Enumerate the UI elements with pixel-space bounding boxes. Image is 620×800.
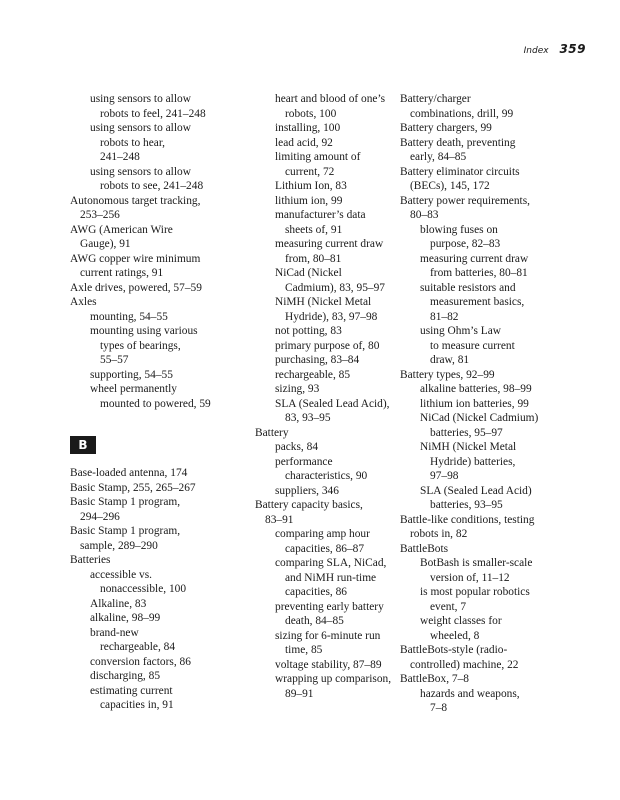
index-entry-line: discharging, 85 bbox=[90, 670, 161, 682]
index-subentry bbox=[255, 527, 395, 556]
index-entry-line: Autonomous target tracking, bbox=[70, 194, 201, 207]
index-entry-line: 7–8 bbox=[430, 702, 448, 714]
index-entry-line: purpose, 82–83 bbox=[430, 238, 501, 250]
index-entry-line: lead acid, 92 bbox=[275, 136, 333, 149]
index-subentry bbox=[70, 626, 248, 655]
index-entry-line: Axle drives, powered, 57–59 bbox=[70, 281, 202, 294]
index-entry-line: rechargeable, 85 bbox=[275, 368, 351, 381]
index-entry bbox=[400, 368, 585, 383]
page-number: 359 bbox=[559, 42, 586, 56]
index-subentry bbox=[70, 368, 248, 383]
index-entry bbox=[70, 524, 248, 553]
index-entry bbox=[70, 495, 248, 524]
index-entry-line: using Ohm’s Law bbox=[420, 325, 501, 337]
index-entry-line: Battery death, preventing bbox=[400, 136, 516, 149]
index-subentry bbox=[255, 382, 395, 397]
index-column-1-top bbox=[70, 92, 248, 411]
section-letter-b: B bbox=[70, 436, 96, 454]
index-entry-line: 83–91 bbox=[265, 513, 294, 526]
index-subentry bbox=[255, 150, 395, 179]
index-column-1-bottom bbox=[70, 466, 248, 713]
index-subentry bbox=[255, 484, 395, 499]
index-entry-line: current ratings, 91 bbox=[80, 267, 164, 279]
index-subentry bbox=[255, 92, 395, 121]
index-subentry bbox=[400, 556, 585, 585]
index-entry-line: suppliers, 346 bbox=[275, 484, 339, 497]
index-entry-line: mounting using various bbox=[90, 325, 198, 337]
index-subentry bbox=[400, 324, 585, 368]
header-label: Index bbox=[523, 46, 549, 56]
running-header bbox=[524, 42, 586, 56]
index-entry bbox=[70, 194, 248, 223]
index-entry-line: AWG (American Wire bbox=[70, 223, 173, 236]
index-subentry bbox=[400, 687, 585, 716]
index-entry-line: primary purpose of, 80 bbox=[275, 339, 380, 352]
index-entry-line: Batteries bbox=[70, 554, 111, 566]
index-entry bbox=[400, 92, 585, 121]
index-entry-line: Cadmium), 83, 95–97 bbox=[285, 281, 385, 294]
index-entry-line: is most popular robotics bbox=[420, 586, 530, 598]
index-entry-line: installing, 100 bbox=[275, 122, 341, 134]
index-entry-line: mounted to powered, 59 bbox=[100, 397, 211, 410]
index-subentry bbox=[70, 165, 248, 194]
index-entry-line: brand-new bbox=[90, 626, 139, 639]
index-entry-line: 253–256 bbox=[80, 209, 120, 221]
index-entry-line: conversion factors, 86 bbox=[90, 655, 191, 668]
index-subentry bbox=[70, 611, 248, 626]
index-subentry bbox=[70, 597, 248, 612]
index-subentry bbox=[70, 324, 248, 368]
index-entry bbox=[400, 121, 585, 136]
index-entry-line: Battery types, 92–99 bbox=[400, 368, 495, 381]
index-entry-line: measuring current draw bbox=[420, 252, 529, 265]
index-entry-line: BotBash is smaller-scale bbox=[420, 557, 533, 569]
index-entry bbox=[400, 136, 585, 165]
index-entry bbox=[70, 295, 248, 310]
index-subentry bbox=[400, 281, 585, 325]
index-subentry bbox=[400, 585, 585, 614]
index-entry-line: (BECs), 145, 172 bbox=[410, 180, 490, 192]
index-subentry bbox=[255, 556, 395, 600]
index-entry-line: robots in, 82 bbox=[410, 528, 468, 540]
index-subentry bbox=[70, 568, 248, 597]
index-entry-line: and NiMH run-time bbox=[285, 571, 377, 584]
index-entry-line: capacities, 86–87 bbox=[285, 542, 365, 555]
index-entry bbox=[400, 513, 585, 542]
index-subentry bbox=[255, 208, 395, 237]
index-entry-line: limiting amount of bbox=[275, 151, 361, 163]
index-entry-line: version of, 11–12 bbox=[430, 571, 510, 584]
index-entry-line: characteristics, 90 bbox=[285, 470, 368, 482]
index-entry-line: 55–57 bbox=[100, 354, 129, 366]
index-subentry bbox=[400, 614, 585, 643]
index-entry-line: performance bbox=[275, 455, 333, 468]
index-subentry bbox=[400, 484, 585, 513]
index-subentry bbox=[70, 121, 248, 165]
index-entry-line: 80–83 bbox=[410, 209, 439, 221]
index-entry-line: robots to feel, 241–248 bbox=[100, 107, 206, 120]
index-entry-line: NiMH (Nickel Metal bbox=[275, 296, 372, 308]
index-entry-line: NiCad (Nickel Cadmium) bbox=[420, 412, 539, 424]
index-entry-line: accessible vs. bbox=[90, 568, 152, 581]
index-column-2-entries bbox=[255, 92, 395, 701]
index-entry-line: Gauge), 91 bbox=[80, 238, 131, 250]
index-entry bbox=[400, 194, 585, 223]
index-subentry bbox=[70, 92, 248, 121]
index-column-3 bbox=[400, 92, 585, 716]
index-entry-line: Basic Stamp, 255, 265–267 bbox=[70, 481, 196, 494]
index-entry-line: controlled) machine, 22 bbox=[410, 658, 519, 671]
index-subentry bbox=[400, 252, 585, 281]
index-subentry bbox=[400, 397, 585, 412]
index-entry-line: 294–296 bbox=[80, 510, 120, 523]
index-entry bbox=[400, 672, 585, 687]
index-entry-line: wrapping up comparison, bbox=[275, 673, 392, 685]
index-entry-line: using sensors to allow bbox=[90, 122, 191, 134]
index-subentry bbox=[255, 455, 395, 484]
index-entry bbox=[400, 542, 585, 557]
index-subentry bbox=[255, 136, 395, 151]
index-entry-line: batteries, 93–95 bbox=[430, 499, 503, 511]
index-entry-line: event, 7 bbox=[430, 600, 467, 613]
index-entry-line: 241–248 bbox=[100, 151, 140, 163]
index-entry-line: manufacturer’s data bbox=[275, 209, 366, 221]
index-entry-line: comparing SLA, NiCad, bbox=[275, 557, 387, 569]
index-entry-line: alkaline, 98–99 bbox=[90, 612, 161, 624]
index-entry-line: Base-loaded antenna, 174 bbox=[70, 467, 188, 479]
index-entry-line: robots to see, 241–248 bbox=[100, 180, 204, 192]
index-entry-line: 97–98 bbox=[430, 470, 459, 482]
index-entry-line: 89–91 bbox=[285, 687, 314, 700]
index-entry bbox=[70, 466, 248, 481]
index-entry-line: batteries, 95–97 bbox=[430, 426, 503, 439]
index-entry bbox=[255, 426, 395, 441]
index-subentry bbox=[400, 382, 585, 397]
index-entry-line: packs, 84 bbox=[275, 441, 319, 453]
index-entry-line: heart and blood of one’s bbox=[275, 93, 386, 105]
index-entry-line: comparing amp hour bbox=[275, 528, 370, 540]
index-entry-line: not potting, 83 bbox=[275, 325, 342, 337]
index-entry-line: wheel permanently bbox=[90, 383, 177, 395]
index-entry-line: 81–82 bbox=[430, 310, 459, 323]
index-entry-line: sample, 289–290 bbox=[80, 539, 158, 552]
index-entry-line: sizing, 93 bbox=[275, 383, 320, 395]
index-entry-line: preventing early battery bbox=[275, 600, 384, 613]
index-entry-line: using sensors to allow bbox=[90, 93, 191, 105]
index-entry-line: Battery capacity basics, bbox=[255, 499, 363, 511]
index-entry-line: time, 85 bbox=[285, 644, 323, 656]
index-entry-line: capacities in, 91 bbox=[100, 699, 174, 711]
index-subentry bbox=[255, 194, 395, 209]
index-subentry bbox=[255, 179, 395, 194]
section-gap bbox=[70, 411, 248, 434]
index-entry-line: Battery bbox=[255, 426, 289, 439]
index-entry bbox=[70, 223, 248, 252]
index-entry-line: robots, 100 bbox=[285, 107, 337, 120]
index-subentry bbox=[70, 382, 248, 411]
index-entry-line: nonaccessible, 100 bbox=[100, 583, 187, 595]
index-entry-line: 83, 93–95 bbox=[285, 412, 331, 424]
index-entry-line: Battery eliminator circuits bbox=[400, 165, 520, 178]
index-entry bbox=[70, 252, 248, 281]
index-entry-line: estimating current bbox=[90, 684, 173, 697]
index-entry-line: SLA (Sealed Lead Acid), bbox=[275, 397, 390, 410]
index-entry-line: voltage stability, 87–89 bbox=[275, 658, 382, 671]
index-entry-line: supporting, 54–55 bbox=[90, 368, 173, 381]
index-entry-line: Hydride) batteries, bbox=[430, 455, 516, 468]
index-entry-line: combinations, drill, 99 bbox=[410, 107, 514, 120]
index-entry-line: Battery chargers, 99 bbox=[400, 122, 492, 134]
index-entry-line: BattleBox, 7–8 bbox=[400, 673, 469, 685]
index-entry-line: lithium ion, 99 bbox=[275, 194, 343, 207]
index-subentry bbox=[255, 266, 395, 295]
index-entry-line: robots to hear, bbox=[100, 136, 166, 149]
index-entry-line: Axles bbox=[70, 296, 97, 308]
index-entry-line: Basic Stamp 1 program, bbox=[70, 496, 181, 508]
index-entry-line: AWG copper wire minimum bbox=[70, 252, 201, 265]
index-subentry bbox=[255, 600, 395, 629]
index-entry-line: blowing fuses on bbox=[420, 223, 498, 236]
index-entry-line: purchasing, 83–84 bbox=[275, 354, 360, 366]
index-entry-line: suitable resistors and bbox=[420, 281, 516, 294]
index-entry-line: NiCad (Nickel bbox=[275, 267, 342, 279]
index-subentry bbox=[255, 121, 395, 136]
index-subentry bbox=[255, 339, 395, 354]
index-entry-line: Battery/charger bbox=[400, 93, 471, 105]
index-entry-line: from, 80–81 bbox=[285, 252, 342, 265]
index-entry-line: from batteries, 80–81 bbox=[430, 267, 528, 279]
index-entry-line: rechargeable, 84 bbox=[100, 641, 176, 653]
index-entry-line: hazards and weapons, bbox=[420, 687, 520, 700]
index-entry-line: Hydride), 83, 97–98 bbox=[285, 310, 378, 323]
index-subentry bbox=[255, 658, 395, 673]
index-subentry bbox=[255, 397, 395, 426]
index-entry-line: wheeled, 8 bbox=[430, 629, 480, 642]
index-entry-line: Battery power requirements, bbox=[400, 194, 530, 207]
index-entry-line: death, 84–85 bbox=[285, 615, 344, 627]
index-entry-line: mounting, 54–55 bbox=[90, 310, 168, 323]
index-entry-line: alkaline batteries, 98–99 bbox=[420, 383, 532, 395]
index-entry-line: lithium ion batteries, 99 bbox=[420, 397, 529, 410]
index-entry-line: Alkaline, 83 bbox=[90, 597, 147, 610]
index-entry-line: Battle-like conditions, testing bbox=[400, 513, 535, 526]
index-subentry bbox=[400, 440, 585, 484]
index-entry-line: capacities, 86 bbox=[285, 586, 347, 598]
index-subentry bbox=[255, 672, 395, 701]
index-entry-line: to measure current bbox=[430, 339, 515, 352]
index-subentry bbox=[70, 655, 248, 670]
index-entry-line: measuring current draw bbox=[275, 238, 384, 250]
index-entry-line: sizing for 6-minute run bbox=[275, 629, 381, 642]
index-subentry bbox=[70, 684, 248, 713]
index-entry-line: NiMH (Nickel Metal bbox=[420, 441, 517, 453]
index-subentry bbox=[400, 223, 585, 252]
index-entry-line: types of bearings, bbox=[100, 339, 181, 352]
index-entry bbox=[255, 498, 395, 527]
index-entry bbox=[70, 553, 248, 568]
index-subentry bbox=[400, 411, 585, 440]
index-subentry bbox=[255, 237, 395, 266]
index-entry-line: early, 84–85 bbox=[410, 151, 467, 163]
index-entry-line: using sensors to allow bbox=[90, 165, 191, 178]
index-subentry bbox=[255, 629, 395, 658]
index-entry-line: Lithium Ion, 83 bbox=[275, 180, 347, 192]
index-entry bbox=[400, 165, 585, 194]
index-entry-line: measurement basics, bbox=[430, 296, 525, 308]
index-entry bbox=[70, 281, 248, 296]
index-subentry bbox=[70, 669, 248, 684]
index-subentry bbox=[255, 324, 395, 339]
index-subentry bbox=[255, 368, 395, 383]
index-entry-line: BattleBots bbox=[400, 542, 449, 555]
index-entry-line: Basic Stamp 1 program, bbox=[70, 525, 181, 537]
index-entry-line: BattleBots-style (radio- bbox=[400, 644, 508, 656]
index-entry-line: weight classes for bbox=[420, 615, 502, 627]
index-entry bbox=[400, 643, 585, 672]
index-subentry bbox=[255, 353, 395, 368]
index-entry-line: sheets of, 91 bbox=[285, 223, 343, 236]
index-column-2 bbox=[255, 92, 395, 701]
index-entry-line: current, 72 bbox=[285, 165, 335, 178]
index-column-3-entries bbox=[400, 92, 585, 716]
index-subentry bbox=[255, 295, 395, 324]
index-column-1 bbox=[70, 92, 248, 713]
index-entry bbox=[70, 481, 248, 496]
index-entry-line: draw, 81 bbox=[430, 354, 470, 366]
index-subentry bbox=[255, 440, 395, 455]
index-entry-line: SLA (Sealed Lead Acid) bbox=[420, 484, 532, 497]
index-subentry bbox=[70, 310, 248, 325]
